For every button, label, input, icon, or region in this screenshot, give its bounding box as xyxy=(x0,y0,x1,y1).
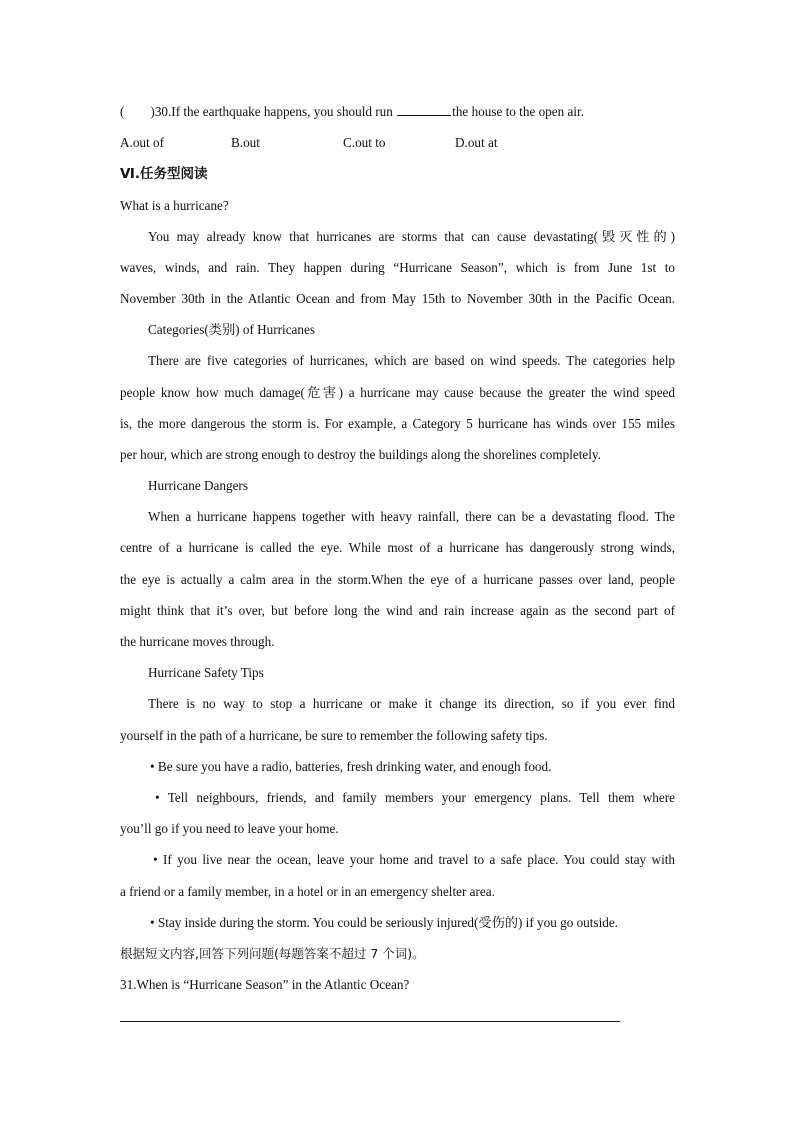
tip-1: • Be sure you have a radio, batteries, fresh drinking water, and enough food. xyxy=(150,759,552,774)
tips-intro-line-2: yourself in the path of a hurricane, be sure to remember the following safety tips. xyxy=(120,728,548,743)
intro-line-2: waves, winds, and rain. They happen during “Hurricane Season”, which is from June 1st to xyxy=(120,260,675,275)
q30-stem-end: the house to the open air. xyxy=(452,104,584,119)
dangers-heading: Hurricane Dangers xyxy=(148,478,248,493)
q30-option-b[interactable]: B.out xyxy=(231,135,260,150)
tip-2-line-1: • Tell neighbours, friends, and family members your emergency plans. Tell them where xyxy=(155,790,675,805)
dangers-line-4: might think that it’s over, but before long the wind and rain increase again as the second part of xyxy=(120,603,675,618)
article-title: What is a hurricane? xyxy=(120,198,229,213)
intro-line-1: You may already know that hurricanes are storms that can cause devastating(毁灭性的) xyxy=(148,229,675,244)
instruction-text: 根据短文内容,回答下列问题(每题答案不超过 7 个词)。 xyxy=(120,946,425,961)
q30-option-d[interactable]: D.out at xyxy=(455,135,498,150)
question-30 xyxy=(120,103,675,121)
dangers-line-5: the hurricane moves through. xyxy=(120,634,275,649)
q30-blank[interactable] xyxy=(397,103,451,116)
dangers-line-3: the eye is actually a calm area in the storm.When the eye of a hurricane passes over land, people xyxy=(120,572,675,587)
q30-stem: 30.If the earthquake happens, you should run xyxy=(154,104,393,119)
tip-2-line-2: you’ll go if you need to leave your home. xyxy=(120,821,339,836)
q30-option-a[interactable]: A.out of xyxy=(120,135,164,150)
categories-line-1: There are five categories of hurricanes, which are based on wind speeds. The categories help xyxy=(148,353,675,368)
categories-line-3: is, the more dangerous the storm is. For example, a Category 5 hurricane has winds over 155 miles xyxy=(120,416,675,431)
q30-paren-open: ( xyxy=(120,104,125,119)
tips-intro-line-1: There is no way to stop a hurricane or make it change its direction, so if you ever find xyxy=(148,696,675,711)
dangers-line-2: centre of a hurricane is called the eye. While most of a hurricane has dangerously strong winds, xyxy=(120,540,675,555)
section-title: Ⅵ.任务型阅读 xyxy=(120,166,208,182)
categories-line-2: people know how much damage(危害) a hurricane may cause because the greater the wind speed xyxy=(120,385,675,400)
q30-paren-close: ) xyxy=(150,104,155,119)
q31-answer-line[interactable] xyxy=(120,1021,620,1022)
q30-option-c[interactable]: C.out to xyxy=(343,135,386,150)
categories-heading: Categories(类别) of Hurricanes xyxy=(148,322,315,337)
tips-heading: Hurricane Safety Tips xyxy=(148,665,264,680)
dangers-line-1: When a hurricane happens together with heavy rainfall, there can be a devastating flood. The xyxy=(148,509,675,524)
categories-line-4: per hour, which are strong enough to destroy the buildings along the shorelines completely. xyxy=(120,447,601,462)
question-31: 31.When is “Hurricane Season” in the Atlantic Ocean? xyxy=(120,977,410,992)
tip-3-line-2: a friend or a family member, in a hotel or in an emergency shelter area. xyxy=(120,884,495,899)
tip-4: • Stay inside during the storm. You could be seriously injured(受伤的) if you go outside. xyxy=(150,915,618,930)
tip-3-line-1: • If you live near the ocean, leave your home and travel to a safe place. You could stay with xyxy=(153,852,675,867)
intro-line-3: November 30th in the Atlantic Ocean and from May 15th to November 30th in the Pacific Ocean. xyxy=(120,291,675,306)
